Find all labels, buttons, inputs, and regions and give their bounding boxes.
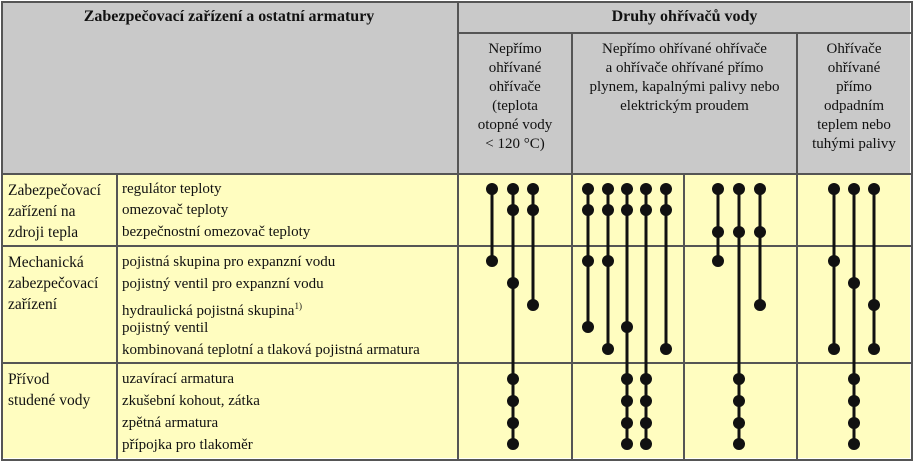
- combination-dot: [527, 299, 539, 311]
- combination-dot: [486, 255, 498, 267]
- combination-dot: [507, 438, 519, 450]
- combination-dot: [868, 299, 880, 311]
- item-safety-temperature-limiter: bezpečnostní omezovač teploty: [122, 224, 311, 240]
- combination-dot: [733, 395, 745, 407]
- combination-12: [828, 183, 840, 355]
- footnote-marker: 1): [294, 301, 302, 311]
- combination-dot: [621, 438, 633, 450]
- item-temperature-regulator: regulátor teploty: [122, 181, 222, 197]
- combination-dot: [733, 226, 745, 238]
- combination-dot: [733, 417, 745, 429]
- combination-dot: [602, 183, 614, 195]
- combination-dot: [640, 438, 652, 450]
- combination-10: [733, 183, 745, 450]
- combination-dot: [848, 183, 860, 195]
- combination-dot: [602, 204, 614, 216]
- item-temp-pressure-relief-valve: kombinovaná teplotní a tlaková pojistná armatura: [122, 342, 420, 358]
- combination-dot: [712, 255, 724, 267]
- item-pressure-gauge-connection: přípojka pro tlakoměr: [122, 437, 253, 453]
- item-hydraulic-safety-group: hydraulická pojistná skupina$^{1)}$: [122, 301, 302, 319]
- combination-dot: [848, 373, 860, 385]
- combination-dot: [602, 255, 614, 267]
- combination-dot: [621, 183, 633, 195]
- combination-dot: [733, 183, 745, 195]
- combination-14: [868, 183, 880, 355]
- item-shutoff-valve: uzavírací armatura: [122, 371, 235, 387]
- combination-5: [602, 183, 614, 355]
- combination-13: [848, 183, 860, 450]
- combination-dot: [640, 204, 652, 216]
- combination-dot: [621, 417, 633, 429]
- combination-dot: [621, 321, 633, 333]
- combination-dot: [660, 204, 672, 216]
- combination-3: [527, 183, 539, 311]
- combination-dot: [507, 417, 519, 429]
- combination-7: [640, 183, 652, 450]
- combination-dot: [868, 343, 880, 355]
- category-heat-source-safety: Zabezpečovací zařízení na zdroji tepla: [8, 182, 101, 241]
- combination-dot: [507, 277, 519, 289]
- combination-dot: [828, 183, 840, 195]
- combination-dot: [733, 438, 745, 450]
- combination-dot: [868, 183, 880, 195]
- combination-11: [754, 183, 766, 311]
- category-mechanical-safety: Mechanická zabezpečovací zařízení: [8, 254, 99, 313]
- combination-1: [486, 183, 498, 267]
- combination-dot: [640, 183, 652, 195]
- combination-dot: [621, 395, 633, 407]
- combination-dot: [507, 204, 519, 216]
- category-cold-water-supply: Přívod studené vody: [8, 371, 91, 409]
- combination-4: [582, 183, 594, 333]
- combination-dot: [640, 417, 652, 429]
- combination-dot: [621, 373, 633, 385]
- combination-dot: [848, 417, 860, 429]
- combination-dot: [660, 343, 672, 355]
- combination-dot: [712, 226, 724, 238]
- combination-dot: [527, 204, 539, 216]
- heater-type-indirect: Nepřímo ohřívané ohřívače (teplota otopné vody < 120 °C): [477, 41, 553, 152]
- combination-dot: [582, 321, 594, 333]
- combination-dot: [582, 204, 594, 216]
- combination-dot: [640, 395, 652, 407]
- item-temperature-limiter: omezovač teploty: [122, 202, 229, 218]
- combination-dot: [848, 277, 860, 289]
- combination-dot: [754, 226, 766, 238]
- combination-8: [660, 183, 672, 355]
- combination-2: [507, 183, 519, 450]
- item-test-cock-plug: zkušební kohout, zátka: [122, 393, 260, 409]
- combination-dot: [733, 373, 745, 385]
- heater-type-indirect-and-direct: Nepřímo ohřívané ohřívače a ohřívače ohřívané přímo plynem, kapalnými palivy nebo elektrickým proudem: [589, 41, 780, 114]
- combination-dot: [582, 183, 594, 195]
- combination-dot: [848, 438, 860, 450]
- combination-dot: [828, 343, 840, 355]
- combination-dot: [582, 255, 594, 267]
- combination-dot: [848, 395, 860, 407]
- combination-dot: [712, 183, 724, 195]
- combination-dot: [527, 183, 539, 195]
- combination-dot: [754, 183, 766, 195]
- combination-dot: [507, 183, 519, 195]
- combination-dot: [507, 395, 519, 407]
- left-header-title: Zabezpečovací zařízení a ostatní armatury: [83, 8, 375, 25]
- combination-dot: [660, 183, 672, 195]
- item-safety-valve: pojistný ventil: [122, 320, 209, 336]
- combination-dot: [640, 373, 652, 385]
- combination-dot: [621, 204, 633, 216]
- combination-dot: [828, 255, 840, 267]
- combination-dot: [486, 183, 498, 195]
- item-expansion-safety-valve: pojistný ventil pro expanzní vodu: [122, 276, 324, 292]
- combination-dot: [754, 299, 766, 311]
- combination-dot: [602, 343, 614, 355]
- item-expansion-safety-group: pojistná skupina pro expanzní vodu: [122, 254, 336, 270]
- heater-type-waste-heat-solid-fuel: Ohřívače ohřívané přímo odpadním teplem nebo tuhými palivy: [812, 41, 896, 152]
- combination-6: [621, 183, 633, 450]
- combination-dot: [507, 373, 519, 385]
- combination-9: [712, 183, 724, 267]
- right-header-title: Druhy ohřívačů vody: [611, 8, 758, 25]
- item-check-valve: zpětná armatura: [122, 415, 219, 431]
